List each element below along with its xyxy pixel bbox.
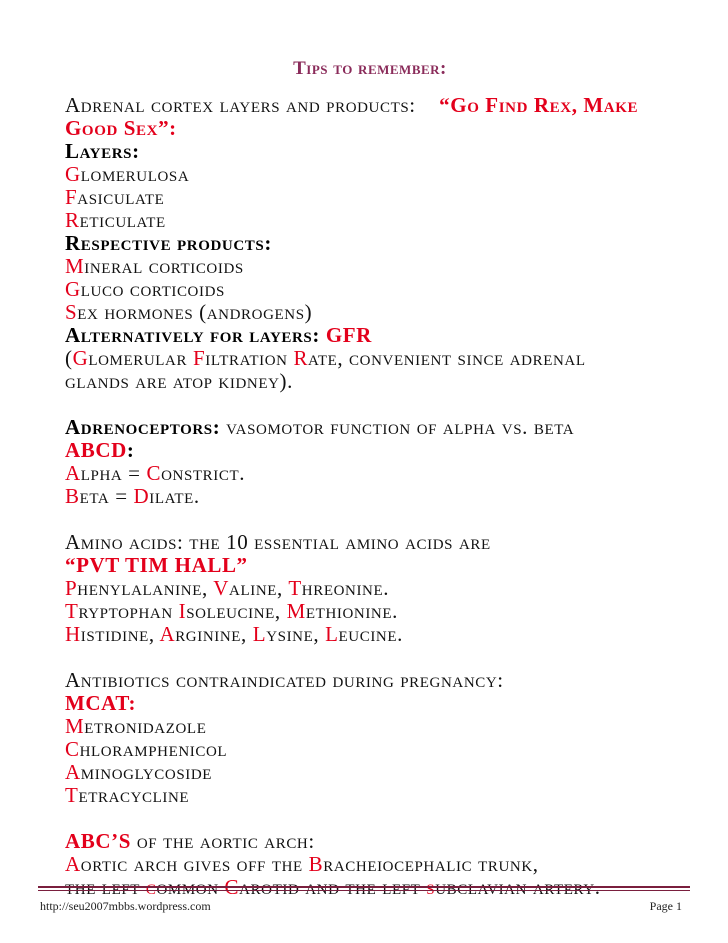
products-heading: Respective products:	[65, 231, 272, 255]
layers-heading: Layers:	[65, 139, 140, 163]
page-number: Page 1	[649, 899, 682, 913]
antibiotic-item: Chloramphenicol	[65, 737, 228, 761]
layer-item: Glomerulosa	[65, 162, 190, 186]
abcs-mnemonic: ABC’S	[65, 829, 132, 853]
amino-intro: Amino acids: the 10 essential amino acids are	[65, 530, 491, 554]
amino-line-3: Histidine, Arginine, Lysine, Leucine.	[65, 622, 403, 646]
antibiotic-item: Aminoglycoside	[65, 760, 213, 784]
alt-heading: Alternatively for layers:	[65, 323, 320, 347]
antibiotic-item: Tetracycline	[65, 783, 190, 807]
footer-divider-thin	[38, 890, 690, 891]
antibiotics-intro: Antibiotics contraindicated during pregnancy:	[65, 668, 504, 692]
amino-line-1: Phenylalanine, Valine, Threonine.	[65, 576, 390, 600]
adrenal-mnemonic-part2: Good Sex”:	[65, 116, 177, 140]
product-item: Mineral corticoids	[65, 254, 244, 278]
beta-line: Beta = Dilate.	[65, 484, 200, 508]
adrenal-mnemonic-part1: “Go Find Rex, Make	[439, 93, 639, 117]
antibiotic-item: Metronidazole	[65, 714, 207, 738]
layer-item: Reticulate	[65, 208, 166, 232]
adrenal-intro-line	[65, 94, 675, 117]
mcat-mnemonic: MCAT:	[65, 691, 137, 715]
layer-item: Fasiculate	[65, 185, 165, 209]
product-item: Gluco corticoids	[65, 277, 225, 301]
product-item: Sex hormones (androgens)	[65, 300, 313, 324]
adrenal-intro: Adrenal cortex layers and products:	[65, 93, 416, 117]
notes-body	[65, 94, 675, 899]
adrenoceptors-line: Adrenoceptors: vasomotor function of alpha vs. beta	[65, 415, 575, 439]
alt-layers-line	[65, 324, 675, 347]
amino-mnemonic: “PVT TIM HALL”	[65, 553, 248, 577]
abcd-mnemonic: ABCD	[65, 438, 127, 462]
page-title: Tips to remember:	[293, 58, 447, 79]
abcd-mnemonic-line: ABCD:	[65, 438, 135, 462]
alt-layers-expansion-cont: glands are atop kidney).	[65, 369, 293, 393]
alt-layers-expansion: (Glomerular Filtration Rate, convenient since adrenal	[65, 346, 586, 370]
aortic-line-1: Aortic arch gives off the Bracheiocephalic trunk,	[65, 852, 539, 876]
footer-divider	[38, 886, 690, 888]
adrenoceptors-heading: Adrenoceptors:	[65, 415, 221, 439]
alt-mnemonic: GFR	[319, 323, 372, 347]
alpha-line: Alpha = Constrict.	[65, 461, 246, 485]
footer-url: http://seu2007mbbs.wordpress.com	[40, 899, 211, 913]
aortic-intro-line: ABC’S of the aortic arch:	[65, 829, 315, 853]
amino-line-2: Tryptophan Isoleucine, Methionine.	[65, 599, 398, 623]
